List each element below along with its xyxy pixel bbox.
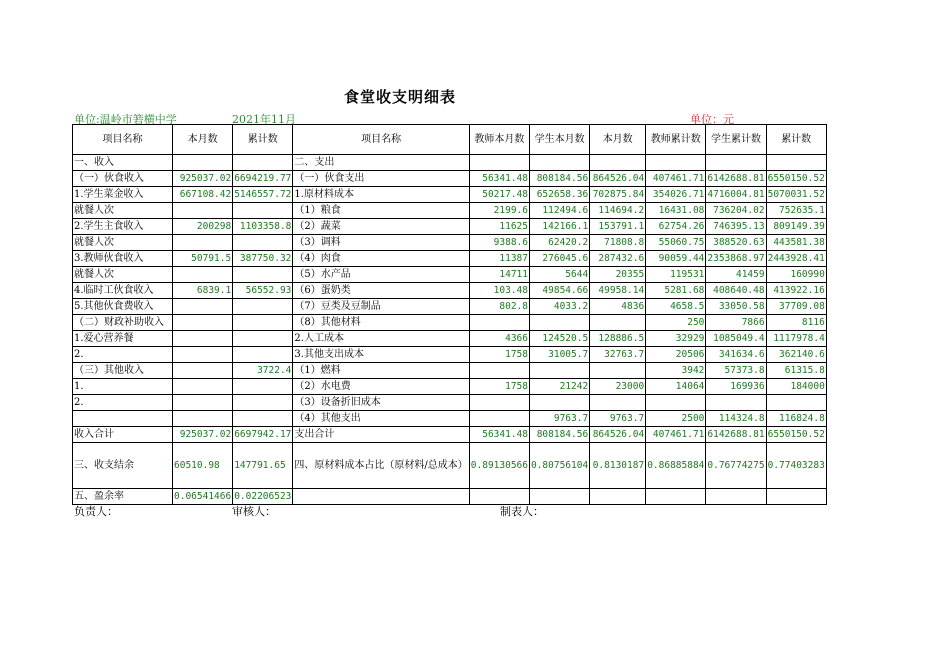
table-row	[73, 411, 827, 427]
cell-cumulative-left	[233, 203, 293, 219]
month-label: 2021年11月	[232, 113, 296, 126]
table-row	[73, 489, 827, 505]
cell-student-cumulative: 6142688.81	[706, 427, 766, 443]
cell-cumulative-total	[766, 489, 826, 505]
cell-teacher-cumulative: 55060.75	[646, 235, 706, 251]
page-title: 食堂收支明细表	[343, 88, 456, 106]
cell-cumulative-left	[233, 379, 293, 395]
cell-teacher-cumulative: 90059.44	[646, 251, 706, 267]
cell-teacher-cumulative: 62754.26	[646, 219, 706, 235]
cell-student-cumulative: 736204.02	[706, 203, 766, 219]
cell-item-left: 一、收入	[73, 155, 173, 171]
cell-teacher-cumulative: 354026.71	[646, 187, 706, 203]
table-row	[73, 363, 827, 379]
cell-month-left	[173, 203, 233, 219]
cell-item-left: 就餐人次	[73, 267, 173, 283]
cell-item-left: 1.学生菜金收入	[73, 187, 173, 203]
cell-teacher-month	[469, 411, 529, 427]
cell-month-left: 6839.1	[173, 283, 233, 299]
cell-item-right: （8）其他材料	[293, 315, 469, 331]
cell-item-left: （二）财政补助收入	[73, 315, 173, 331]
cell-student-month: 49854.66	[529, 283, 589, 299]
cell-student-cumulative: 169936	[706, 379, 766, 395]
cell-month-total: 702875.84	[590, 187, 646, 203]
table-row	[73, 299, 827, 315]
cell-month-left: 0.06541466	[173, 489, 233, 505]
cell-teacher-month: 1758	[469, 379, 529, 395]
cell-student-month: 808184.56	[529, 171, 589, 187]
cell-month-total: 128886.5	[590, 331, 646, 347]
header-cell-student-cumulative: 学生累计数	[706, 125, 766, 155]
table-row	[73, 171, 827, 187]
cell-month-total: 71808.8	[590, 235, 646, 251]
cell-student-cumulative: 4716004.81	[706, 187, 766, 203]
cell-student-month: 652658.36	[529, 187, 589, 203]
table-row	[73, 235, 827, 251]
table-header-row	[73, 125, 827, 155]
cell-teacher-cumulative	[646, 489, 706, 505]
cell-teacher-month: 2199.6	[469, 203, 529, 219]
cell-student-cumulative: 6142688.81	[706, 171, 766, 187]
cell-teacher-month: 4366	[469, 331, 529, 347]
cell-student-month: 31005.7	[529, 347, 589, 363]
cell-item-left: （三）其他收入	[73, 363, 173, 379]
cell-item-left: 2.	[73, 347, 173, 363]
cell-cumulative-left: 3722.4	[233, 363, 293, 379]
cell-teacher-cumulative: 250	[646, 315, 706, 331]
cell-month-total: 0.8130187	[590, 443, 646, 489]
cell-teacher-cumulative: 32929	[646, 331, 706, 347]
cell-cumulative-left: 6697942.17	[233, 427, 293, 443]
table-row	[73, 427, 827, 443]
cell-cumulative-left: 0.02206523	[233, 489, 293, 505]
header-cell-teacher-cumulative: 教师累计数	[646, 125, 706, 155]
cell-item-right: （一）伙食支出	[293, 171, 469, 187]
cell-item-right	[293, 489, 469, 505]
cell-item-left: 就餐人次	[73, 235, 173, 251]
table-row	[73, 331, 827, 347]
table-row	[73, 187, 827, 203]
cell-student-month: 21242	[529, 379, 589, 395]
cell-cumulative-total	[766, 395, 826, 411]
cell-month-total: 49958.14	[590, 283, 646, 299]
cell-month-total: 32763.7	[590, 347, 646, 363]
cell-teacher-cumulative: 14064	[646, 379, 706, 395]
cell-student-month: 112494.6	[529, 203, 589, 219]
cell-student-cumulative	[706, 395, 766, 411]
header-cell-cumulative-total: 累计数	[766, 125, 826, 155]
cell-student-month	[529, 155, 589, 171]
table-row	[73, 155, 827, 171]
cell-student-month: 808184.56	[529, 427, 589, 443]
cell-teacher-month	[469, 155, 529, 171]
cell-student-month	[529, 363, 589, 379]
cell-item-left: 2.	[73, 395, 173, 411]
income-expense-table	[72, 124, 827, 505]
cell-cumulative-total: 5070031.52	[766, 187, 826, 203]
cell-cumulative-left	[233, 315, 293, 331]
cell-student-month	[529, 315, 589, 331]
cell-teacher-month: 802.8	[469, 299, 529, 315]
cell-student-month: 124520.5	[529, 331, 589, 347]
cell-teacher-month: 0.89130566	[469, 443, 529, 489]
cell-teacher-cumulative: 0.86885884	[646, 443, 706, 489]
cell-teacher-month: 103.48	[469, 283, 529, 299]
cell-cumulative-left: 1103358.8	[233, 219, 293, 235]
cell-cumulative-total: 8116	[766, 315, 826, 331]
cell-month-total: 287432.6	[590, 251, 646, 267]
cell-item-right: （3）设备折旧成本	[293, 395, 469, 411]
cell-month-left	[173, 363, 233, 379]
cell-student-month: 5644	[529, 267, 589, 283]
cell-month-left	[173, 379, 233, 395]
cell-teacher-cumulative: 407461.71	[646, 171, 706, 187]
cell-item-left: 1.爱心营养餐	[73, 331, 173, 347]
cell-cumulative-total	[766, 155, 826, 171]
table-row	[73, 379, 827, 395]
cell-teacher-cumulative: 20506	[646, 347, 706, 363]
cell-item-right: （1）粮食	[293, 203, 469, 219]
cell-item-right: （5）水产品	[293, 267, 469, 283]
cell-item-right: （4）其他支出	[293, 411, 469, 427]
table-row	[73, 443, 827, 489]
cell-teacher-cumulative: 16431.08	[646, 203, 706, 219]
cell-student-cumulative	[706, 155, 766, 171]
cell-student-cumulative	[706, 489, 766, 505]
cell-item-left: 4.临时工伙食收入	[73, 283, 173, 299]
cell-teacher-month	[469, 395, 529, 411]
cell-item-right: （1）燃料	[293, 363, 469, 379]
cell-student-cumulative: 388520.63	[706, 235, 766, 251]
cell-student-cumulative: 1085049.4	[706, 331, 766, 347]
cell-month-total: 9763.7	[590, 411, 646, 427]
header-cell-item-left: 项目名称	[73, 125, 173, 155]
cell-month-total	[590, 395, 646, 411]
cell-cumulative-total: 362140.6	[766, 347, 826, 363]
cell-student-cumulative: 746395.13	[706, 219, 766, 235]
cell-month-left	[173, 299, 233, 315]
cell-item-right: （7）豆类及豆制品	[293, 299, 469, 315]
cell-student-cumulative: 2353868.97	[706, 251, 766, 267]
cell-month-left: 925037.02	[173, 171, 233, 187]
cell-teacher-cumulative: 4658.5	[646, 299, 706, 315]
cell-teacher-month: 56341.48	[469, 427, 529, 443]
cell-item-left: 2.学生主食收入	[73, 219, 173, 235]
cell-cumulative-left	[233, 299, 293, 315]
table-row	[73, 347, 827, 363]
cell-month-total: 20355	[590, 267, 646, 283]
cell-item-left: 三、收支结余	[73, 443, 173, 489]
cell-cumulative-left: 56552.93	[233, 283, 293, 299]
cell-teacher-month: 9388.6	[469, 235, 529, 251]
cell-student-cumulative: 341634.6	[706, 347, 766, 363]
cell-item-right: 二、支出	[293, 155, 469, 171]
cell-month-total: 153791.1	[590, 219, 646, 235]
cell-student-cumulative: 0.76774275	[706, 443, 766, 489]
cell-item-right: 1.原材料成本	[293, 187, 469, 203]
cell-month-left	[173, 331, 233, 347]
header-cell-cumulative-left: 累计数	[233, 125, 293, 155]
cell-teacher-cumulative: 3942	[646, 363, 706, 379]
cell-teacher-cumulative	[646, 395, 706, 411]
cell-month-total: 4836	[590, 299, 646, 315]
currency-unit-label: 单位：元	[690, 113, 734, 126]
cell-cumulative-left	[233, 235, 293, 251]
cell-teacher-month: 56341.48	[469, 171, 529, 187]
cell-month-left	[173, 267, 233, 283]
cell-item-left: 收入合计	[73, 427, 173, 443]
cell-item-left: 5.其他伙食费收入	[73, 299, 173, 315]
cell-item-left: 1.	[73, 379, 173, 395]
cell-month-left	[173, 347, 233, 363]
cell-teacher-cumulative: 2500	[646, 411, 706, 427]
responsible-person-label: 负责人：	[74, 505, 118, 518]
cell-month-left: 200298	[173, 219, 233, 235]
table-row	[73, 203, 827, 219]
cell-cumulative-total: 6550150.52	[766, 171, 826, 187]
cell-cumulative-left	[233, 331, 293, 347]
header-cell-month-left: 本月数	[173, 125, 233, 155]
table-row	[73, 267, 827, 283]
cell-student-cumulative: 114324.8	[706, 411, 766, 427]
cell-item-right: 3.其他支出成本	[293, 347, 469, 363]
cell-item-right: （4）肉食	[293, 251, 469, 267]
cell-item-right: 2.人工成本	[293, 331, 469, 347]
cell-teacher-month: 50217.48	[469, 187, 529, 203]
cell-cumulative-total: 160990	[766, 267, 826, 283]
cell-item-right: （6）蛋奶类	[293, 283, 469, 299]
cell-teacher-month	[469, 315, 529, 331]
cell-student-month: 142166.1	[529, 219, 589, 235]
cell-student-month: 9763.7	[529, 411, 589, 427]
cell-cumulative-total: 184000	[766, 379, 826, 395]
cell-month-left	[173, 395, 233, 411]
table-row	[73, 283, 827, 299]
cell-student-month	[529, 395, 589, 411]
cell-cumulative-left: 5146557.72	[233, 187, 293, 203]
cell-item-right: （2）水电费	[293, 379, 469, 395]
cell-cumulative-total: 61315.8	[766, 363, 826, 379]
cell-cumulative-total: 1117978.4	[766, 331, 826, 347]
cell-cumulative-total: 809149.39	[766, 219, 826, 235]
cell-student-month: 0.80756104	[529, 443, 589, 489]
cell-item-right: （2）蔬菜	[293, 219, 469, 235]
cell-item-right: 四、原材料成本占比（原材料/总成本）	[293, 443, 469, 489]
reviewer-label: 审核人：	[232, 505, 276, 518]
cell-item-right: 支出合计	[293, 427, 469, 443]
cell-month-left	[173, 411, 233, 427]
cell-teacher-month: 14711	[469, 267, 529, 283]
cell-cumulative-left	[233, 395, 293, 411]
unit-label: 单位:温岭市箬横中学	[74, 113, 177, 126]
cell-cumulative-total: 6550150.52	[766, 427, 826, 443]
cell-month-left: 60510.98	[173, 443, 233, 489]
table-row	[73, 395, 827, 411]
cell-item-left	[73, 411, 173, 427]
cell-month-left: 50791.5	[173, 251, 233, 267]
cell-month-total: 864526.04	[590, 171, 646, 187]
cell-item-right: （3）调料	[293, 235, 469, 251]
cell-month-left	[173, 315, 233, 331]
cell-cumulative-total: 2443928.41	[766, 251, 826, 267]
cell-cumulative-left	[233, 267, 293, 283]
cell-cumulative-total: 443581.38	[766, 235, 826, 251]
cell-student-month: 4033.2	[529, 299, 589, 315]
cell-cumulative-left	[233, 155, 293, 171]
cell-cumulative-left	[233, 347, 293, 363]
cell-month-left: 925037.02	[173, 427, 233, 443]
cell-cumulative-total: 752635.1	[766, 203, 826, 219]
cell-teacher-cumulative	[646, 155, 706, 171]
cell-teacher-month	[469, 363, 529, 379]
cell-cumulative-left: 387750.32	[233, 251, 293, 267]
header-cell-teacher-month: 教师本月数	[469, 125, 529, 155]
cell-student-month: 276045.6	[529, 251, 589, 267]
cell-student-cumulative: 41459	[706, 267, 766, 283]
cell-teacher-cumulative: 119531	[646, 267, 706, 283]
cell-teacher-cumulative: 5281.68	[646, 283, 706, 299]
cell-teacher-cumulative: 407461.71	[646, 427, 706, 443]
cell-teacher-month: 11625	[469, 219, 529, 235]
cell-cumulative-total: 0.77403283	[766, 443, 826, 489]
header-cell-student-month: 学生本月数	[529, 125, 589, 155]
cell-student-cumulative: 408640.48	[706, 283, 766, 299]
cell-month-total: 114694.2	[590, 203, 646, 219]
cell-teacher-month: 1758	[469, 347, 529, 363]
cell-cumulative-total: 37709.08	[766, 299, 826, 315]
preparer-label: 制表人：	[500, 505, 544, 518]
cell-cumulative-total: 413922.16	[766, 283, 826, 299]
header-cell-item-right: 项目名称	[293, 125, 469, 155]
cell-month-total: 864526.04	[590, 427, 646, 443]
table-row	[73, 251, 827, 267]
cell-student-cumulative: 57373.8	[706, 363, 766, 379]
cell-item-left: （一）伙食收入	[73, 171, 173, 187]
cell-month-left	[173, 155, 233, 171]
cell-month-total	[590, 155, 646, 171]
header-cell-month-total: 本月数	[590, 125, 646, 155]
cell-student-cumulative: 33050.58	[706, 299, 766, 315]
cell-student-month: 62420.2	[529, 235, 589, 251]
cell-item-left: 3.教师伙食收入	[73, 251, 173, 267]
cell-month-total	[590, 363, 646, 379]
cell-cumulative-left	[233, 411, 293, 427]
cell-month-total	[590, 315, 646, 331]
cell-cumulative-total: 116824.8	[766, 411, 826, 427]
cell-student-cumulative: 7866	[706, 315, 766, 331]
table-row	[73, 315, 827, 331]
cell-month-left: 667108.42	[173, 187, 233, 203]
cell-month-left	[173, 235, 233, 251]
cell-cumulative-left: 147791.65	[233, 443, 293, 489]
cell-item-left: 五、盈余率	[73, 489, 173, 505]
cell-month-total: 23000	[590, 379, 646, 395]
table-row	[73, 219, 827, 235]
cell-cumulative-left: 6694219.77	[233, 171, 293, 187]
cell-item-left: 就餐人次	[73, 203, 173, 219]
cell-month-total	[590, 489, 646, 505]
cell-teacher-month: 11387	[469, 251, 529, 267]
